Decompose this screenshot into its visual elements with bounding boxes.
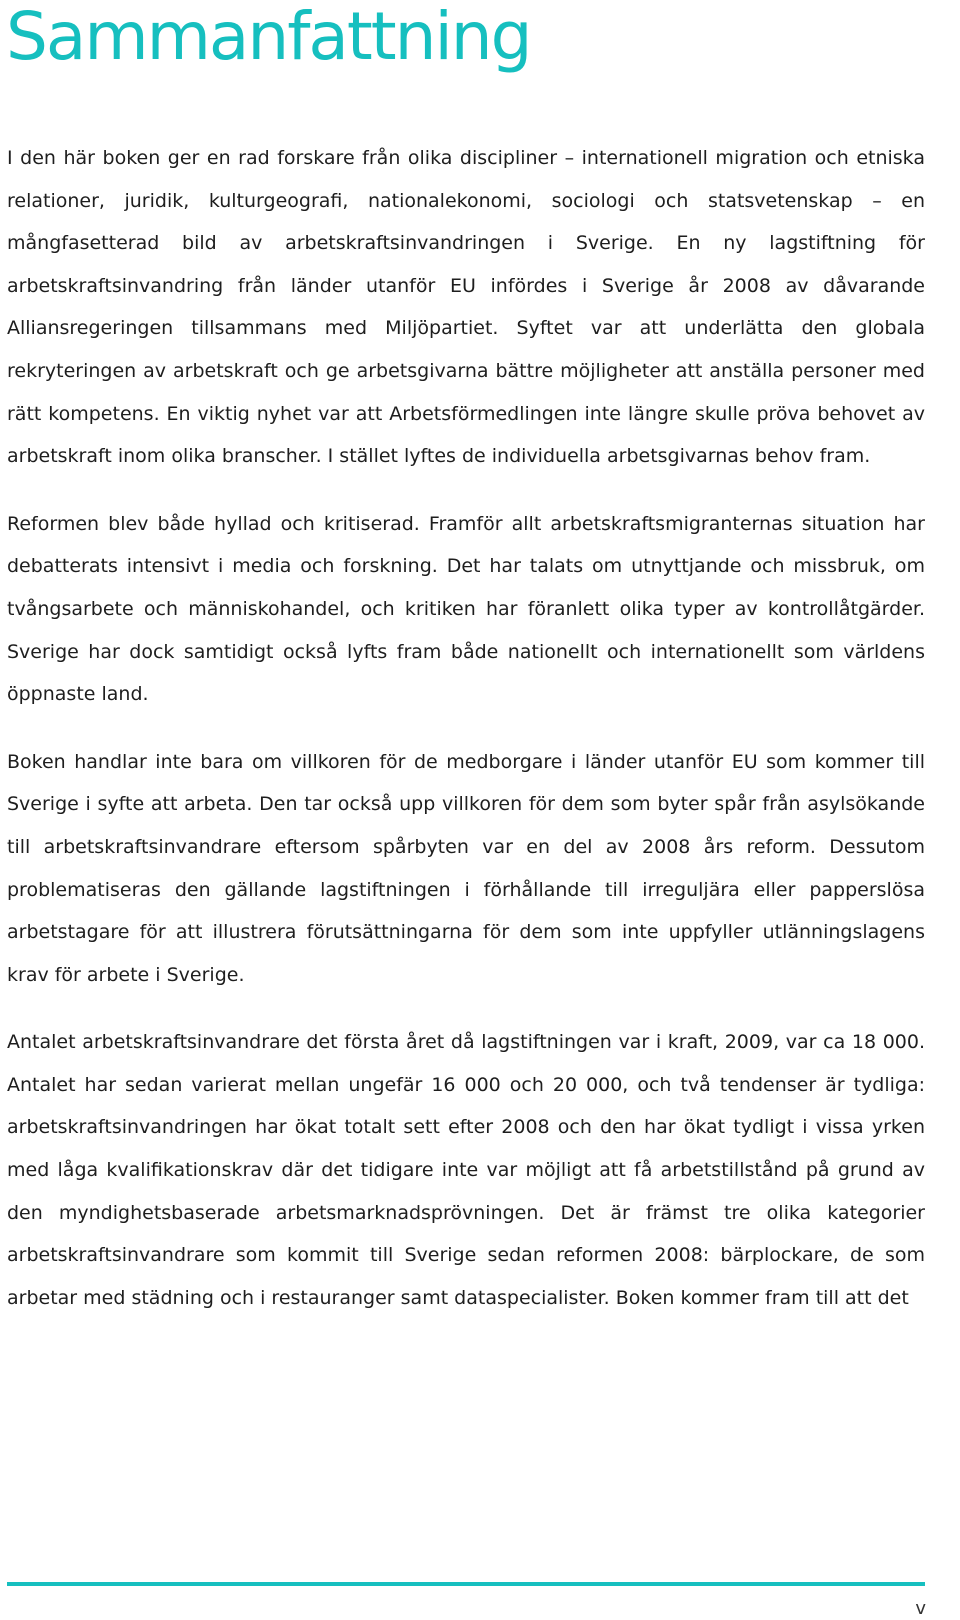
paragraph-1: I den här boken ger en rad forskare från olika discipliner – internationell migration och etniska relationer, juridik, kulturgeografi, nationalekonomi, sociologi och statsvetenskap – en mångfasetterad bild av arbetskraftsinvandringen i Sverige. En ny lagstiftning för arbetskraftsinvandring från länder utanför EU infördes i Sverige år 2008 av dåvarande Alliansregeringen tillsammans med Miljöpartiet. Syftet var att underlätta den globala rekryteringen av arbetskraft och ge arbetsgivarna bättre möjligheter att anställa personer med rätt kompetens. En viktig nyhet var att Arbetsförmedlingen inte längre skulle pröva behovet av arbetskraft inom olika branscher. I stället lyftes de individuella arbetsgivarnas behov fram. bbox=[7, 147, 925, 468]
paragraph-4: Antalet arbetskraftsinvandrare det första året då lagstiftningen var i kraft, 2009, var ca 18 000. Antalet har sedan varierat mellan ungefär 16 000 och 20 000, och två tendenser är tydliga: arbetskraftsinvandringen har ökat totalt sett efter 2008 och den har ökat tydligt i vissa yrken med låga kvalifikationskrav där det tidigare inte var möjligt att få arbetstillstånd på grund av den myndighetsbaserade arbetsmarknadsprövningen. Det är främst tre olika kategorier arbetskraftsinvandrare som kommit till Sverige sedan reformen 2008: bärplockare, de som arbetar med städning och i restauranger samt dataspecialister. Boken kommer fram till att det bbox=[7, 1031, 925, 1309]
paragraph-3: Boken handlar inte bara om villkoren för de medborgare i länder utanför EU som kommer till Sverige i syfte att arbeta. Den tar också upp villkoren för dem som byter spår från asylsökande till arbetskraftsinvandrare eftersom spårbyten var en del av 2008 års reform. Dessutom problematiseras den gällande lagstiftningen i förhållande till irreguljära eller papperslösa arbetstagare för att illustrera förutsättningarna för dem som inte uppfyller utlänningslagens krav för arbete i Sverige. bbox=[7, 750, 925, 986]
paragraph-2: Reformen blev både hyllad och kritiserad. Framför allt arbetskraftsmigranternas situation har debatterats intensivt i media och forskning. Det har talats om utnyttjande och missbruk, om tvångsarbete och människohandel, och kritiken har föranlett olika typer av kontrollåtgärder. Sverige har dock samtidigt också lyfts fram både nationellt och internationellt som världens öppnaste land. bbox=[7, 512, 925, 706]
page-title: Sammanfattning bbox=[6, 0, 531, 75]
footer-divider bbox=[7, 1582, 925, 1586]
page-number: v bbox=[915, 1598, 926, 1619]
body-text bbox=[7, 137, 925, 1344]
